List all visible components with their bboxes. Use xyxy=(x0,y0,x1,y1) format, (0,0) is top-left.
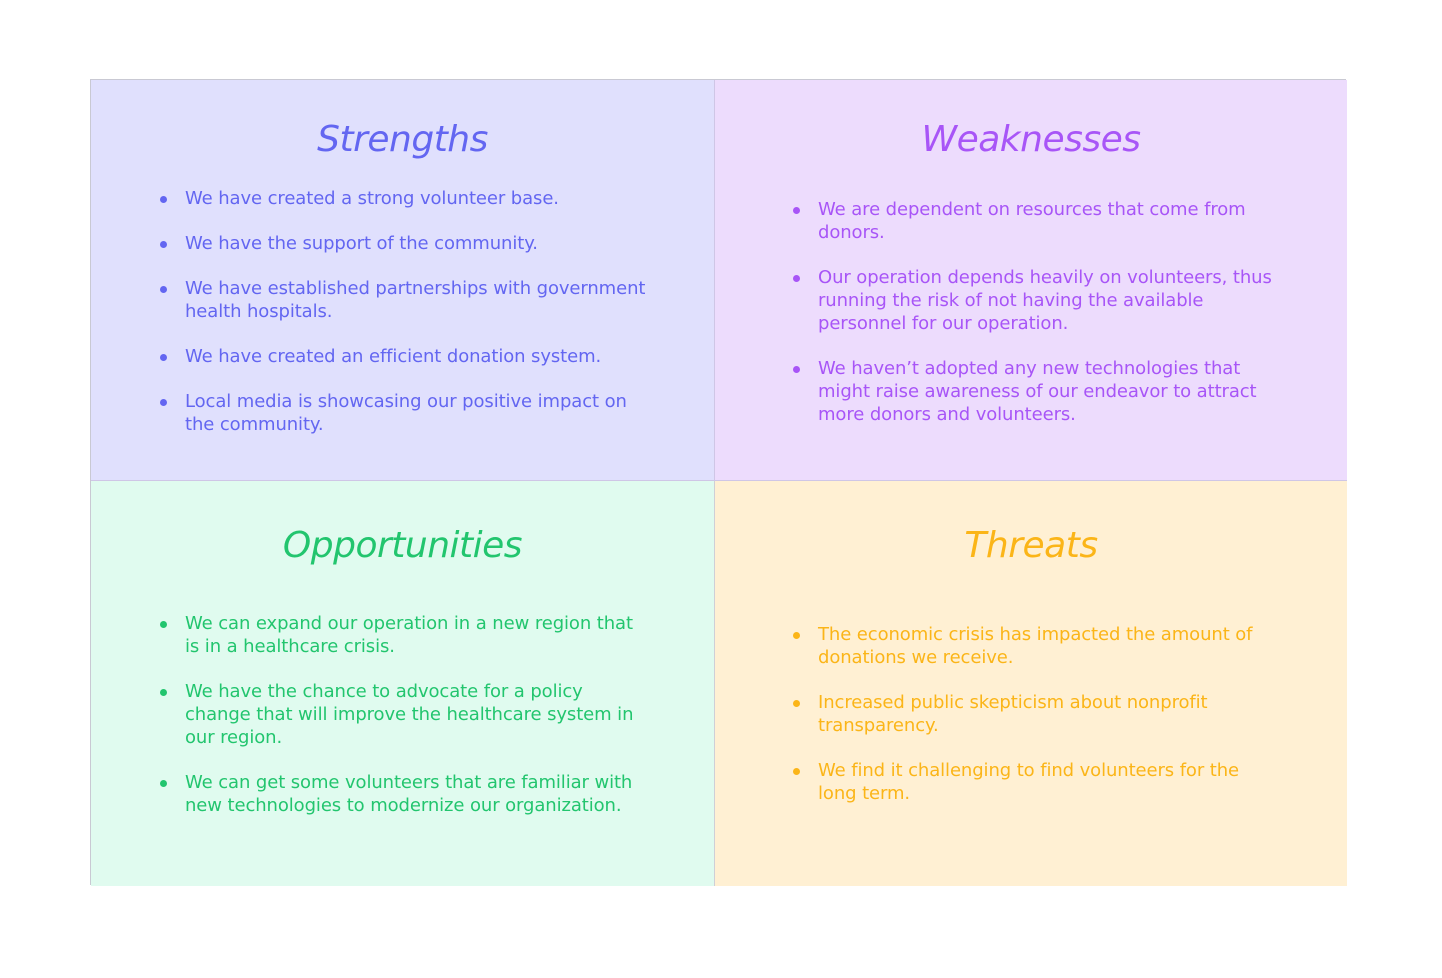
weaknesses-item xyxy=(792,266,1282,335)
opportunities-item-text: We can expand our operation in a new region that is in a healthcare crisis. xyxy=(185,613,633,657)
bullet-icon xyxy=(793,768,800,775)
weaknesses-item xyxy=(792,198,1282,244)
bullet-icon xyxy=(793,366,800,373)
strengths-item-text: Local media is showcasing our positive impact on the community. xyxy=(185,391,627,435)
weaknesses-quadrant xyxy=(715,80,1347,481)
bullet-icon xyxy=(160,196,167,203)
threats-item xyxy=(792,623,1282,669)
bullet-icon xyxy=(160,689,167,696)
threats-item-text: Increased public skepticism about nonprofit transparency. xyxy=(818,692,1208,736)
threats-item-text: The economic crisis has impacted the amount of donations we receive. xyxy=(818,624,1253,668)
weaknesses-item xyxy=(792,357,1282,426)
strengths-list xyxy=(159,187,659,436)
threats-quadrant xyxy=(715,481,1347,886)
bullet-icon xyxy=(793,700,800,707)
weaknesses-item-text: Our operation depends heavily on volunteers, thus running the risk of not having the available personnel for our operation. xyxy=(818,267,1272,334)
strengths-quadrant xyxy=(91,80,715,481)
threats-item xyxy=(792,759,1282,805)
weaknesses-item-text: We are dependent on resources that come from donors. xyxy=(818,199,1246,243)
opportunities-item xyxy=(159,612,649,658)
threats-list xyxy=(792,623,1282,805)
bullet-icon xyxy=(160,286,167,293)
opportunities-item-text: We can get some volunteers that are familiar with new technologies to modernize our organization. xyxy=(185,772,633,816)
bullet-icon xyxy=(793,275,800,282)
strengths-item-text: We have created an efficient donation system. xyxy=(185,346,602,367)
threats-item-text: We find it challenging to find volunteers for the long term. xyxy=(818,760,1240,804)
bullet-icon xyxy=(160,780,167,787)
strengths-item xyxy=(159,277,659,323)
opportunities-item-text: We have the chance to advocate for a policy change that will improve the healthcare system in our region. xyxy=(185,681,634,748)
threats-item xyxy=(792,691,1282,737)
opportunities-item xyxy=(159,680,649,749)
strengths-item xyxy=(159,232,659,255)
bullet-icon xyxy=(160,399,167,406)
strengths-item xyxy=(159,345,659,368)
strengths-item-text: We have created a strong volunteer base. xyxy=(185,188,559,209)
weaknesses-list xyxy=(792,198,1282,426)
strengths-item-text: We have the support of the community. xyxy=(185,233,538,254)
opportunities-quadrant xyxy=(91,481,715,886)
strengths-item xyxy=(159,187,659,210)
opportunities-title: Opportunities xyxy=(282,525,523,566)
opportunities-list xyxy=(159,612,649,817)
threats-title: Threats xyxy=(964,525,1098,566)
bullet-icon xyxy=(160,621,167,628)
opportunities-item xyxy=(159,771,649,817)
weaknesses-title: Weaknesses xyxy=(921,119,1141,160)
strengths-item-text: We have established partnerships with government health hospitals. xyxy=(185,278,646,322)
bullet-icon xyxy=(793,207,800,214)
swot-grid xyxy=(90,79,1346,885)
strengths-title: Strengths xyxy=(317,119,488,160)
bullet-icon xyxy=(160,354,167,361)
bullet-icon xyxy=(793,632,800,639)
bullet-icon xyxy=(160,241,167,248)
strengths-item xyxy=(159,390,659,436)
weaknesses-item-text: We haven’t adopted any new technologies that might raise awareness of our endeavor to attract more donors and volunteers. xyxy=(818,358,1257,425)
